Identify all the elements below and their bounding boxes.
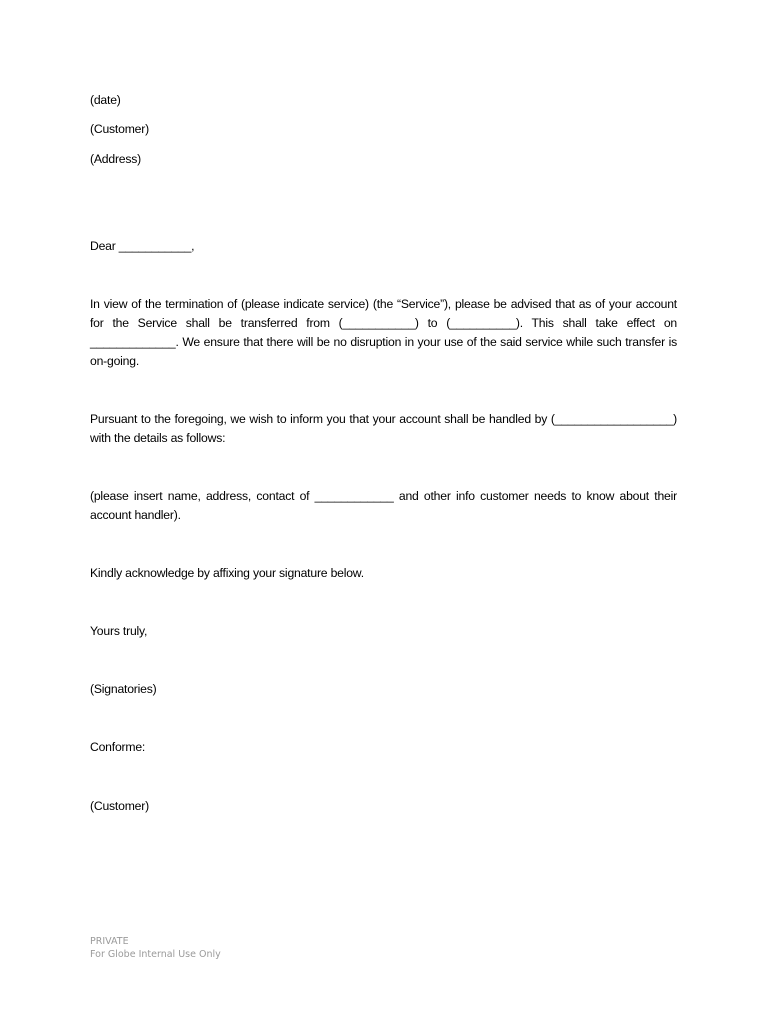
- signatories-line: (Signatories): [90, 682, 157, 696]
- paragraph-account-handler: Pursuant to the foregoing, we wish to inform you that your account shall be handled by (__________________) with the details as follows:: [90, 412, 677, 445]
- salutation: Dear ___________,: [90, 239, 195, 253]
- closing-line: Yours truly,: [90, 624, 148, 638]
- footer-note: For Globe Internal Use Only: [90, 949, 221, 960]
- paragraph-handler-details: (please insert name, address, contact of ____________ and other info customer needs to know about their account handler).: [90, 489, 677, 522]
- date-line: (date): [90, 93, 121, 107]
- footer: [90, 935, 221, 961]
- conforme-line: Conforme:: [90, 740, 146, 754]
- acknowledge-line: Kindly acknowledge by affixing your signature below.: [90, 566, 364, 580]
- customer-signature-line: (Customer): [90, 799, 149, 813]
- customer-line: (Customer): [90, 122, 149, 136]
- paragraph-transfer-notice: In view of the termination of (please indicate service) (the “Service”), please be advised that as of your account for the Service shall be transferred from (___________) to (__________). This shall take effect on _____________. We ensure that there will be no disruption in your use of the said service while such transfer is on-going.: [90, 297, 677, 368]
- footer-classification: PRIVATE: [90, 936, 129, 947]
- address-line: (Address): [90, 152, 142, 166]
